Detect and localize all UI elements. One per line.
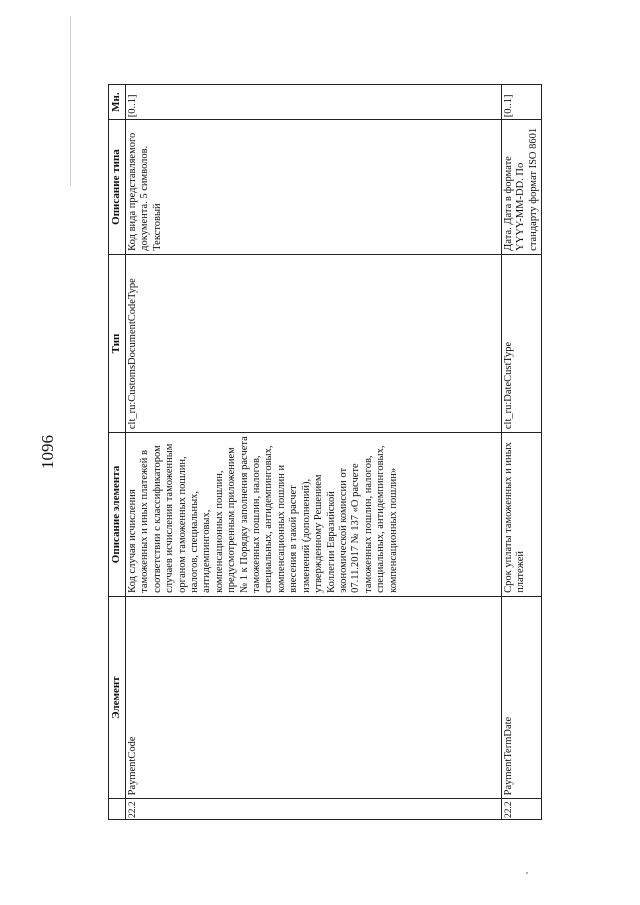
header-type-description: Описание типа [109, 120, 126, 255]
row-number: 22.2 [126, 799, 502, 820]
rotated-table-container [108, 84, 539, 820]
header-multiplicity: Мн. [109, 85, 126, 120]
elements-table [108, 84, 542, 820]
header-num [109, 799, 126, 820]
table-row [502, 85, 542, 820]
scan-artifact-line [70, 16, 71, 186]
row-type: clt_ru:DateCustType [502, 254, 542, 432]
header-element-description: Описание элемента [109, 433, 126, 597]
row-type-description: Дата. Дата в формате YYYY-MM-DD. По стандарту формат ISO 8601 [502, 120, 542, 255]
row-type-description: Код вида представляемого документа. 5 символов. Текстовый [126, 120, 502, 255]
row-element: PaymentTermDate [502, 596, 542, 799]
scan-artifact-dot [526, 872, 528, 874]
table-header-row [109, 85, 126, 820]
row-multiplicity: [0..1] [126, 85, 502, 120]
row-multiplicity: [0..1] [502, 85, 542, 120]
row-element-description: Срок уплаты таможенных и иных платежей [502, 433, 542, 597]
row-number: 22.2 [502, 799, 542, 820]
header-element: Элемент [109, 596, 126, 799]
header-type: Тип [109, 254, 126, 432]
row-element-description: Код случая исчисления таможенных и иных платежей в соответствии с классификатором случаев исчисления таможенным органом таможенных пошлин, налогов, специальных, антидемпинговых, компенсационных пошлин, предусмотренным приложением № 1 к Порядку заполнения расчета таможенных пошлин, налогов, специальных, антидемпинговых, компенсационных пошлин и внесения в такой расчет изменений (дополнений), утвержденному Решением Коллегии Евразийской экономической комиссии от 07.11.2017 № 137 «О расчете таможенных пошлин, налогов, специальных, антидемпинговых, компенсационных пошлин» [126, 433, 502, 597]
page-number: 1096 [38, 435, 57, 469]
table-row [126, 85, 502, 820]
row-element: PaymentCode [126, 596, 502, 799]
row-type: clt_ru:CustomsDocumentCodeType [126, 254, 502, 432]
